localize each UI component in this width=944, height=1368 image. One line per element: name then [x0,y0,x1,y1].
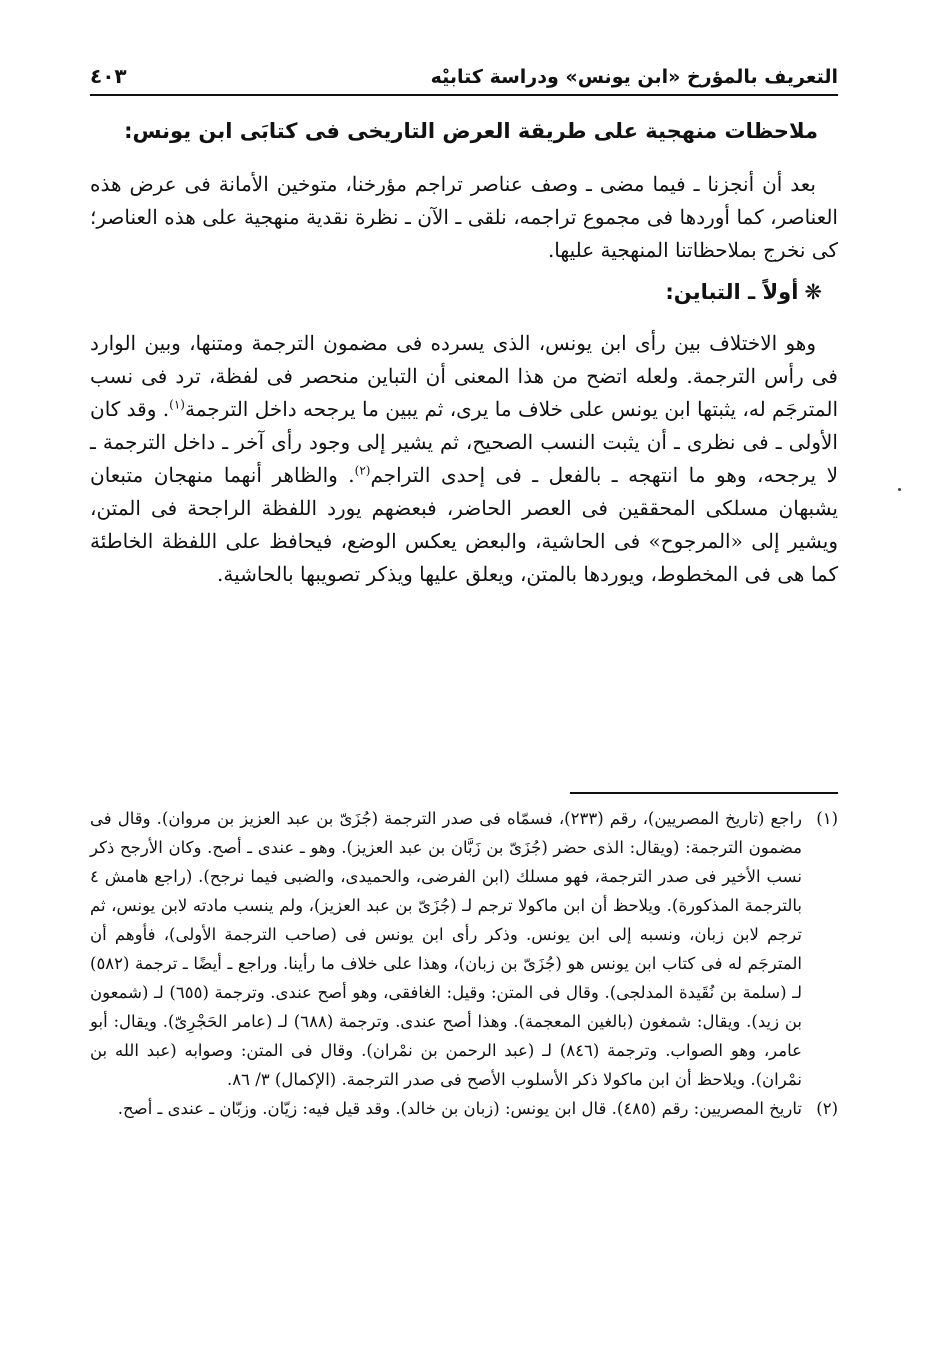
book-page [90,52,838,1352]
body-paragraph [90,327,838,591]
running-head [90,52,838,96]
star-bullet-icon: ❋ [804,280,822,304]
margin-speck [898,488,901,491]
footnotes [90,804,838,1123]
subheading-text: أولاً ـ التباين: [665,280,799,304]
body-text-part-3: . والظاهر أنهما منهجان متبعان يشبهان مسلكى المحققين فى العصر الحاضر، فبعضهم يورد اللفظة الراجحة فى المتن، ويشير إلى «المرجوح» فى الحاشية، والبعض يعكس الوضع، فيحافظ على اللفظة الخاطئة كما هى فى المخطوط، ويوردها بالمتن، ويعلق عليها ويذكر تصويبها بالحاشية. [90,463,838,586]
footnote-2-number: (٢) [816,1099,838,1118]
running-title: التعريف بالمؤرخ «ابن يونس» ودراسة كتابيْه [430,66,838,88]
body-text-part-2: . وقد كان الأولى ـ فى نظرى ـ أن يثبت النسب الصحيح، ثم يشير إلى وجود رأى آخر ـ داخل الترجمة ـ لا يرجحه، وهو ما انتهجه ـ بالفعل ـ فى إحدى التراجم [90,397,839,487]
footnote-ref-1: (١) [169,397,185,412]
body-text-part-1: وهو الاختلاف بين رأى ابن يونس، الذى يسرده فى مضمون الترجمة ومتنها، وبين الوارد فى رأس الترجمة. ولعله اتضح من هذا المعنى أن التباين منحصر فى لفظة، ترد فى نسب المترجَم له، يثبتها ابن يونس على خلاف ما يرى، ثم يبين ما يرجحه داخل الترجمة [90,331,838,421]
footnote-divider [570,792,838,794]
footnote-1-number: (١) [816,809,838,828]
subheading [90,275,822,309]
footnote-2 [90,1094,838,1123]
section-heading: ملاحظات منهجية على طريقة العرض التاريخى فى كتابَى ابن يونس: [124,119,818,143]
footnote-1-text: راجع (تاريخ المصريين)، رقم (٢٣٣)، فسمّاه فى صدر الترجمة (جُزَىّ بن عبد العزيز بن مروان). وقال فى مضمون الترجمة: (ويقال: الذى حضر (جُزَىّ بن زَبَّان بن عبد العزيز). وهو ـ عندى ـ أصح. وكان الأرجح ذكر نسب الأخير فى صدر الترجمة، فهو مسلك (ابن الفرضى، والحميدى، والضبى فيما نرجح). (راجع هامش ٤ بالترجمة المذكورة). ويلاحظ أن ابن ماكولا ترجم لـ (جُزَىّ بن عبد العزيز)، ولم ينسب مادته لابن يونس، ثم ترجم لابن زبان، ونسبه إلى ابن يونس. وذكر رأى ابن يونس فى (صاحب الترجمة الأولى)، فأوهم أن المترجَم له فى كتاب ابن يونس هو (جُزَىّ بن زبان)، وهذا على خلاف ما رأينا. وراجع ـ أيضًا ـ ترجمة (٥٨٢) لـ (سلمة بن نُقَيدة المدلجى). وقال فى المتن: وقيل: الغافقى، وهو أصح عندى. وترجمة (٦٥٥) لـ (شمعون بن زيد). ويقال: شمغون (بالغين المعجمة). وهذا أصح عندى. وترجمة (٦٨٨) لـ (عامر الحَجْرِىّ). ويقال: أبو عامر، وهو الصواب. وترجمة (٨٤٦) لـ (عبد الرحمن بن نمْران). وقال فى المتن: وصوابه (عبد الله بن نمْران). ويلاحظ أن ابن ماكولا ذكر الأسلوب الأصح فى صدر الترجمة. (الإكمال) ٣/ ٨٦. [90,809,802,1089]
intro-paragraph: بعد أن أنجزنا ـ فيما مضى ـ وصف عناصر تراجم مؤرخنا، متوخين الأمانة فى عرض هذه العناصر، كما أوردها فى مجموع تراجمه، نلقى ـ الآن ـ نظرة نقدية منهجية على هذه العناصر؛ كى نخرج بملاحظاتنا المنهجية عليها. [90,172,838,262]
page-number: ٤٠٣ [90,64,127,88]
footnote-ref-2: (٢) [354,463,371,478]
footnote-2-text: تاريخ المصريين: رقم (٤٨٥). قال ابن يونس: (زبان بن خالد). وقد قيل فيه: زيّان. وزبّان ـ عندى ـ أصح. [117,1099,802,1118]
footnote-1 [90,804,838,1094]
